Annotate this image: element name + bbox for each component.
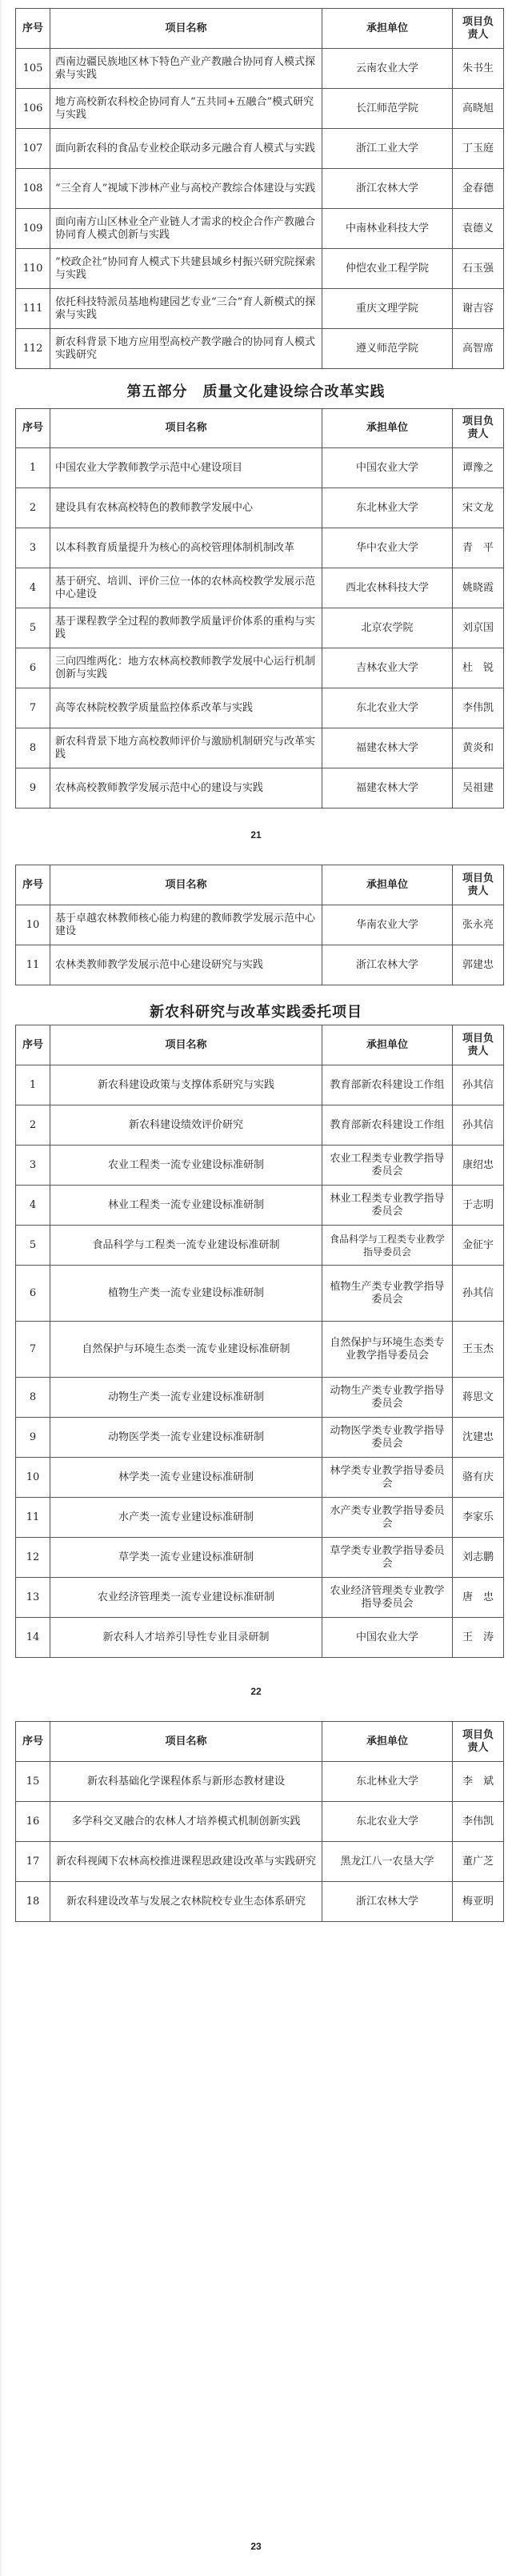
header-no: 序号 bbox=[16, 409, 50, 448]
cell-unit: 东北农业大学 bbox=[322, 1802, 453, 1842]
table-header bbox=[16, 409, 504, 448]
cell-unit: 动物生产类专业教学指导委员会 bbox=[322, 1378, 453, 1418]
cell-unit: 水产类专业教学指导委员会 bbox=[322, 1498, 453, 1538]
cell-unit: 福建农林大学 bbox=[322, 728, 453, 768]
cell-lead: 李伟凯 bbox=[453, 688, 504, 728]
cell-no: 1 bbox=[16, 1065, 50, 1105]
cell-no: 14 bbox=[16, 1618, 50, 1658]
table-row bbox=[16, 905, 504, 945]
cell-name: 建设具有农林高校特色的教师教学发展中心 bbox=[50, 488, 322, 528]
cell-lead: 张永亮 bbox=[453, 905, 504, 945]
cell-name: 西南边疆民族地区林下特色产业产教融合协同育人模式探索与实践 bbox=[50, 49, 322, 89]
table-row bbox=[16, 289, 504, 329]
section-title-entrusted: 新农科研究与改革实践委托项目 bbox=[150, 1004, 362, 1021]
header-no: 序号 bbox=[16, 1025, 50, 1065]
cell-no: 12 bbox=[16, 1538, 50, 1578]
cell-unit: 东北农业大学 bbox=[322, 688, 453, 728]
table-row bbox=[16, 249, 504, 289]
cell-no: 4 bbox=[16, 568, 50, 608]
cell-unit: 浙江农林大学 bbox=[322, 169, 453, 209]
table-row bbox=[16, 1146, 504, 1186]
cell-lead: 李 斌 bbox=[453, 1762, 504, 1802]
cell-name: 动物医学类一流专业建设标准研制 bbox=[50, 1418, 322, 1458]
cell-unit: 浙江农林大学 bbox=[322, 945, 453, 985]
cell-name: 农业工程类一流专业建设标准研制 bbox=[50, 1146, 322, 1186]
header-lead: 项目负责人 bbox=[453, 865, 504, 905]
cell-lead: 于志明 bbox=[453, 1186, 504, 1226]
cell-no: 11 bbox=[16, 945, 50, 985]
header-lead: 项目负责人 bbox=[453, 409, 504, 448]
header-no: 序号 bbox=[16, 865, 50, 905]
cell-lead: 青 平 bbox=[453, 528, 504, 568]
cell-name: 农林高校教师教学发展示范中心的建设与实践 bbox=[50, 768, 322, 809]
cell-no: 1 bbox=[16, 448, 50, 488]
cell-name: 草学类一流专业建设标准研制 bbox=[50, 1538, 322, 1578]
cell-unit: 仲恺农业工程学院 bbox=[322, 249, 453, 289]
cell-unit: 动物医学类专业教学指导委员会 bbox=[322, 1418, 453, 1458]
cell-lead: 金春德 bbox=[453, 169, 504, 209]
cell-no: 10 bbox=[16, 1458, 50, 1498]
table-header bbox=[16, 9, 504, 49]
cell-no: 8 bbox=[16, 1378, 50, 1418]
header-lead: 项目负责人 bbox=[453, 1025, 504, 1065]
header-unit: 承担单位 bbox=[322, 1722, 453, 1762]
header-lead: 项目负责人 bbox=[453, 1722, 504, 1762]
table-row bbox=[16, 1105, 504, 1146]
cell-lead: 丁玉庭 bbox=[453, 129, 504, 169]
cell-no: 6 bbox=[16, 1266, 50, 1322]
cell-no: 112 bbox=[16, 329, 50, 369]
cell-no: 9 bbox=[16, 768, 50, 809]
cell-name: 新农科背景下地方应用型高校产教学融合的协同育人模式实践研究 bbox=[50, 329, 322, 369]
cell-no: 108 bbox=[16, 169, 50, 209]
table-row bbox=[16, 1378, 504, 1418]
table-row bbox=[16, 528, 504, 568]
cell-unit: 中国农业大学 bbox=[322, 448, 453, 488]
cell-unit: 中国农业大学 bbox=[322, 1618, 453, 1658]
cell-no: 110 bbox=[16, 249, 50, 289]
cell-name: 新农科建设改革与发展之农林院校专业生态体系研究 bbox=[50, 1882, 322, 1922]
cell-unit: 福建农林大学 bbox=[322, 768, 453, 809]
cell-name: 多学科交叉融合的农林人才培养模式机制创新实践 bbox=[50, 1802, 322, 1842]
table-row bbox=[16, 648, 504, 688]
cell-unit: 教育部新农科建设工作组 bbox=[322, 1065, 453, 1105]
table-row bbox=[16, 568, 504, 608]
cell-lead: 高晓旭 bbox=[453, 89, 504, 129]
cell-no: 15 bbox=[16, 1762, 50, 1802]
cell-lead: 康绍忠 bbox=[453, 1146, 504, 1186]
cell-name: 林学类一流专业建设标准研制 bbox=[50, 1458, 322, 1498]
table-row bbox=[16, 945, 504, 985]
cell-unit: 教育部新农科建设工作组 bbox=[322, 1105, 453, 1146]
cell-name: 新农科建设政策与支撑体系研究与实践 bbox=[50, 1065, 322, 1105]
cell-lead: 李家乐 bbox=[453, 1498, 504, 1538]
cell-lead: 刘京国 bbox=[453, 608, 504, 648]
table-row bbox=[16, 728, 504, 768]
cell-no: 109 bbox=[16, 209, 50, 249]
cell-unit: 长江师范学院 bbox=[322, 89, 453, 129]
cell-name: “三全育人”视域下涉林产业与高校产教综合体建设与实践 bbox=[50, 169, 322, 209]
table-row bbox=[16, 488, 504, 528]
header-lead: 项目负责人 bbox=[453, 9, 504, 49]
table-row bbox=[16, 1065, 504, 1105]
cell-unit: 东北林业大学 bbox=[322, 1762, 453, 1802]
cell-unit: 自然保护与环境生态类专业教学指导委员会 bbox=[322, 1322, 453, 1378]
cell-name: 水产类一流专业建设标准研制 bbox=[50, 1498, 322, 1538]
header-name: 项目名称 bbox=[50, 9, 322, 49]
table-row bbox=[16, 209, 504, 249]
cell-lead: 杜 锐 bbox=[453, 648, 504, 688]
cell-no: 17 bbox=[16, 1842, 50, 1882]
cell-lead: 李伟凯 bbox=[453, 1802, 504, 1842]
header-name: 项目名称 bbox=[50, 1722, 322, 1762]
cell-lead: 沈建忠 bbox=[453, 1418, 504, 1458]
cell-unit: 浙江农林大学 bbox=[322, 1882, 453, 1922]
cell-lead: 王玉杰 bbox=[453, 1322, 504, 1378]
cell-no: 10 bbox=[16, 905, 50, 945]
table-row bbox=[16, 1226, 504, 1266]
table-header bbox=[16, 1722, 504, 1762]
cell-no: 18 bbox=[16, 1882, 50, 1922]
table-row bbox=[16, 49, 504, 89]
cell-unit: 林学类专业教学指导委员会 bbox=[322, 1458, 453, 1498]
cell-name: 农林类教师教学发展示范中心建设研究与实践 bbox=[50, 945, 322, 985]
table-row bbox=[16, 89, 504, 129]
table-header bbox=[16, 865, 504, 905]
table-row bbox=[16, 688, 504, 728]
table-quality-culture bbox=[15, 408, 504, 809]
cell-name: 高等农林院校教学质量监控体系改革与实践 bbox=[50, 688, 322, 728]
cell-name: 以本科教育质量提升为核心的高校管理体制机制改革 bbox=[50, 528, 322, 568]
cell-name: 自然保护与环境生态类一流专业建设标准研制 bbox=[50, 1322, 322, 1378]
cell-lead: 谢吉容 bbox=[453, 289, 504, 329]
cell-unit: 浙江工业大学 bbox=[322, 129, 453, 169]
cell-name: 农业经济管理类一流专业建设标准研制 bbox=[50, 1578, 322, 1618]
cell-unit: 食品科学与工程类专业教学指导委员会 bbox=[322, 1226, 453, 1266]
cell-name: 基于课程教学全过程的教师教学质量评价体系的重构与实践 bbox=[50, 608, 322, 648]
cell-no: 2 bbox=[16, 1105, 50, 1146]
table-row bbox=[16, 1802, 504, 1842]
cell-lead: 姚晓霞 bbox=[453, 568, 504, 608]
cell-lead: 谭豫之 bbox=[453, 448, 504, 488]
cell-unit: 植物生产类专业教学指导委员会 bbox=[322, 1266, 453, 1322]
table-collab-education bbox=[15, 8, 504, 369]
table-row bbox=[16, 1498, 504, 1538]
cell-unit: 重庆文理学院 bbox=[322, 289, 453, 329]
cell-no: 111 bbox=[16, 289, 50, 329]
cell-lead: 石玉强 bbox=[453, 249, 504, 289]
cell-name: 林业工程类一流专业建设标准研制 bbox=[50, 1186, 322, 1226]
cell-lead: 宋文龙 bbox=[453, 488, 504, 528]
section-title-part5: 第五部分 质量文化建设综合改革实践 bbox=[126, 383, 386, 400]
cell-unit: 北京农学院 bbox=[322, 608, 453, 648]
page-number-23: 23 bbox=[250, 2541, 262, 2552]
table-row bbox=[16, 1538, 504, 1578]
table-quality-culture-continued bbox=[15, 865, 504, 985]
cell-no: 7 bbox=[16, 688, 50, 728]
cell-name: 中国农业大学教师教学示范中心建设项目 bbox=[50, 448, 322, 488]
cell-name: 食品科学与工程类一流专业建设标准研制 bbox=[50, 1226, 322, 1266]
table-row bbox=[16, 169, 504, 209]
table-row bbox=[16, 329, 504, 369]
cell-name: 依托科技特派员基地构建园艺专业“三合”育人新模式的探索与实践 bbox=[50, 289, 322, 329]
cell-lead: 刘志鹏 bbox=[453, 1538, 504, 1578]
cell-no: 3 bbox=[16, 528, 50, 568]
table-row bbox=[16, 1842, 504, 1882]
cell-lead: 吴祖建 bbox=[453, 768, 504, 809]
table-row bbox=[16, 1618, 504, 1658]
cell-unit: 华中农业大学 bbox=[322, 528, 453, 568]
cell-unit: 遵义师范学院 bbox=[322, 329, 453, 369]
cell-no: 8 bbox=[16, 728, 50, 768]
cell-name: 三向四维两化：地方农林高校教师教学发展中心运行机制创新与实践 bbox=[50, 648, 322, 688]
cell-name: 新农科背景下地方高校教师评价与激励机制研究与改革实践 bbox=[50, 728, 322, 768]
cell-name: 面向南方山区林业全产业链人才需求的校企合作产教融合协同育人模式创新与实践 bbox=[50, 209, 322, 249]
cell-name: 新农科视阈下农林高校推进课程思政建设改革与实践研究 bbox=[50, 1842, 322, 1882]
cell-name: 基于卓越农林教师核心能力构建的教师教学发展示范中心建设 bbox=[50, 905, 322, 945]
header-name: 项目名称 bbox=[50, 1025, 322, 1065]
cell-name: 植物生产类一流专业建设标准研制 bbox=[50, 1266, 322, 1322]
cell-no: 13 bbox=[16, 1578, 50, 1618]
table-header bbox=[16, 1025, 504, 1065]
header-name: 项目名称 bbox=[50, 865, 322, 905]
cell-unit: 中南林业科技大学 bbox=[322, 209, 453, 249]
cell-unit: 黑龙江八一农垦大学 bbox=[322, 1842, 453, 1882]
table-row bbox=[16, 1322, 504, 1378]
cell-unit: 东北林业大学 bbox=[322, 488, 453, 528]
cell-unit: 农业工程类专业教学指导委员会 bbox=[322, 1146, 453, 1186]
cell-no: 11 bbox=[16, 1498, 50, 1538]
table-row bbox=[16, 1266, 504, 1322]
table-row bbox=[16, 1762, 504, 1802]
cell-name: 基于研究、培训、评价三位一体的农林高校教学发展示范中心建设 bbox=[50, 568, 322, 608]
cell-name: 新农科人才培养引导性专业目录研制 bbox=[50, 1618, 322, 1658]
table-row bbox=[16, 1458, 504, 1498]
cell-name: 动物生产类一流专业建设标准研制 bbox=[50, 1378, 322, 1418]
cell-no: 7 bbox=[16, 1322, 50, 1378]
header-unit: 承担单位 bbox=[322, 865, 453, 905]
cell-unit: 农业经济管理类专业教学指导委员会 bbox=[322, 1578, 453, 1618]
cell-no: 5 bbox=[16, 1226, 50, 1266]
cell-lead: 王 涛 bbox=[453, 1618, 504, 1658]
header-unit: 承担单位 bbox=[322, 1025, 453, 1065]
table-row bbox=[16, 608, 504, 648]
header-unit: 承担单位 bbox=[322, 9, 453, 49]
page-number-22: 22 bbox=[250, 1686, 262, 1697]
header-name: 项目名称 bbox=[50, 409, 322, 448]
table-row bbox=[16, 1578, 504, 1618]
table-row bbox=[16, 1882, 504, 1922]
table-row bbox=[16, 129, 504, 169]
cell-unit: 西北农林科技大学 bbox=[322, 568, 453, 608]
table-entrusted-projects-continued bbox=[15, 1721, 504, 1922]
table-row bbox=[16, 768, 504, 809]
cell-lead: 董广芝 bbox=[453, 1842, 504, 1882]
cell-no: 4 bbox=[16, 1186, 50, 1226]
cell-no: 9 bbox=[16, 1418, 50, 1458]
header-no: 序号 bbox=[16, 1722, 50, 1762]
cell-lead: 袁德义 bbox=[453, 209, 504, 249]
cell-lead: 孙其信 bbox=[453, 1065, 504, 1105]
table-row bbox=[16, 1186, 504, 1226]
cell-lead: 孙其信 bbox=[453, 1105, 504, 1146]
cell-unit: 草学类专业教学指导委员会 bbox=[322, 1538, 453, 1578]
cell-no: 5 bbox=[16, 608, 50, 648]
cell-lead: 金征宇 bbox=[453, 1226, 504, 1266]
header-unit: 承担单位 bbox=[322, 409, 453, 448]
cell-no: 6 bbox=[16, 648, 50, 688]
cell-name: 新农科基础化学课程体系与新形态教材建设 bbox=[50, 1762, 322, 1802]
cell-name: 新农科建设绩效评价研究 bbox=[50, 1105, 322, 1146]
cell-unit: 云南农业大学 bbox=[322, 49, 453, 89]
cell-name: 地方高校新农科校企协同育人“五共同+五融合”模式研究与实践 bbox=[50, 89, 322, 129]
cell-lead: 高智席 bbox=[453, 329, 504, 369]
cell-lead: 骆有庆 bbox=[453, 1458, 504, 1498]
cell-lead: 郭建忠 bbox=[453, 945, 504, 985]
header-no: 序号 bbox=[16, 9, 50, 49]
table-row bbox=[16, 448, 504, 488]
cell-lead: 孙其信 bbox=[453, 1266, 504, 1322]
cell-no: 3 bbox=[16, 1146, 50, 1186]
cell-name: 面向新农科的食品专业校企联动多元融合育人模式与实践 bbox=[50, 129, 322, 169]
cell-no: 107 bbox=[16, 129, 50, 169]
cell-lead: 黄炎和 bbox=[453, 728, 504, 768]
cell-lead: 朱书生 bbox=[453, 49, 504, 89]
cell-no: 106 bbox=[16, 89, 50, 129]
cell-no: 16 bbox=[16, 1802, 50, 1842]
cell-no: 2 bbox=[16, 488, 50, 528]
table-row bbox=[16, 1418, 504, 1458]
cell-no: 105 bbox=[16, 49, 50, 89]
cell-unit: 华南农业大学 bbox=[322, 905, 453, 945]
cell-name: “校政企社”协同育人模式下共建县域乡村振兴研究院探索与实践 bbox=[50, 249, 322, 289]
cell-lead: 唐 忠 bbox=[453, 1578, 504, 1618]
cell-unit: 吉林农业大学 bbox=[322, 648, 453, 688]
page-number-21: 21 bbox=[250, 829, 262, 841]
cell-lead: 蒋思文 bbox=[453, 1378, 504, 1418]
table-entrusted-projects bbox=[15, 1025, 504, 1658]
cell-lead: 梅亚明 bbox=[453, 1882, 504, 1922]
cell-unit: 林业工程类专业教学指导委员会 bbox=[322, 1186, 453, 1226]
